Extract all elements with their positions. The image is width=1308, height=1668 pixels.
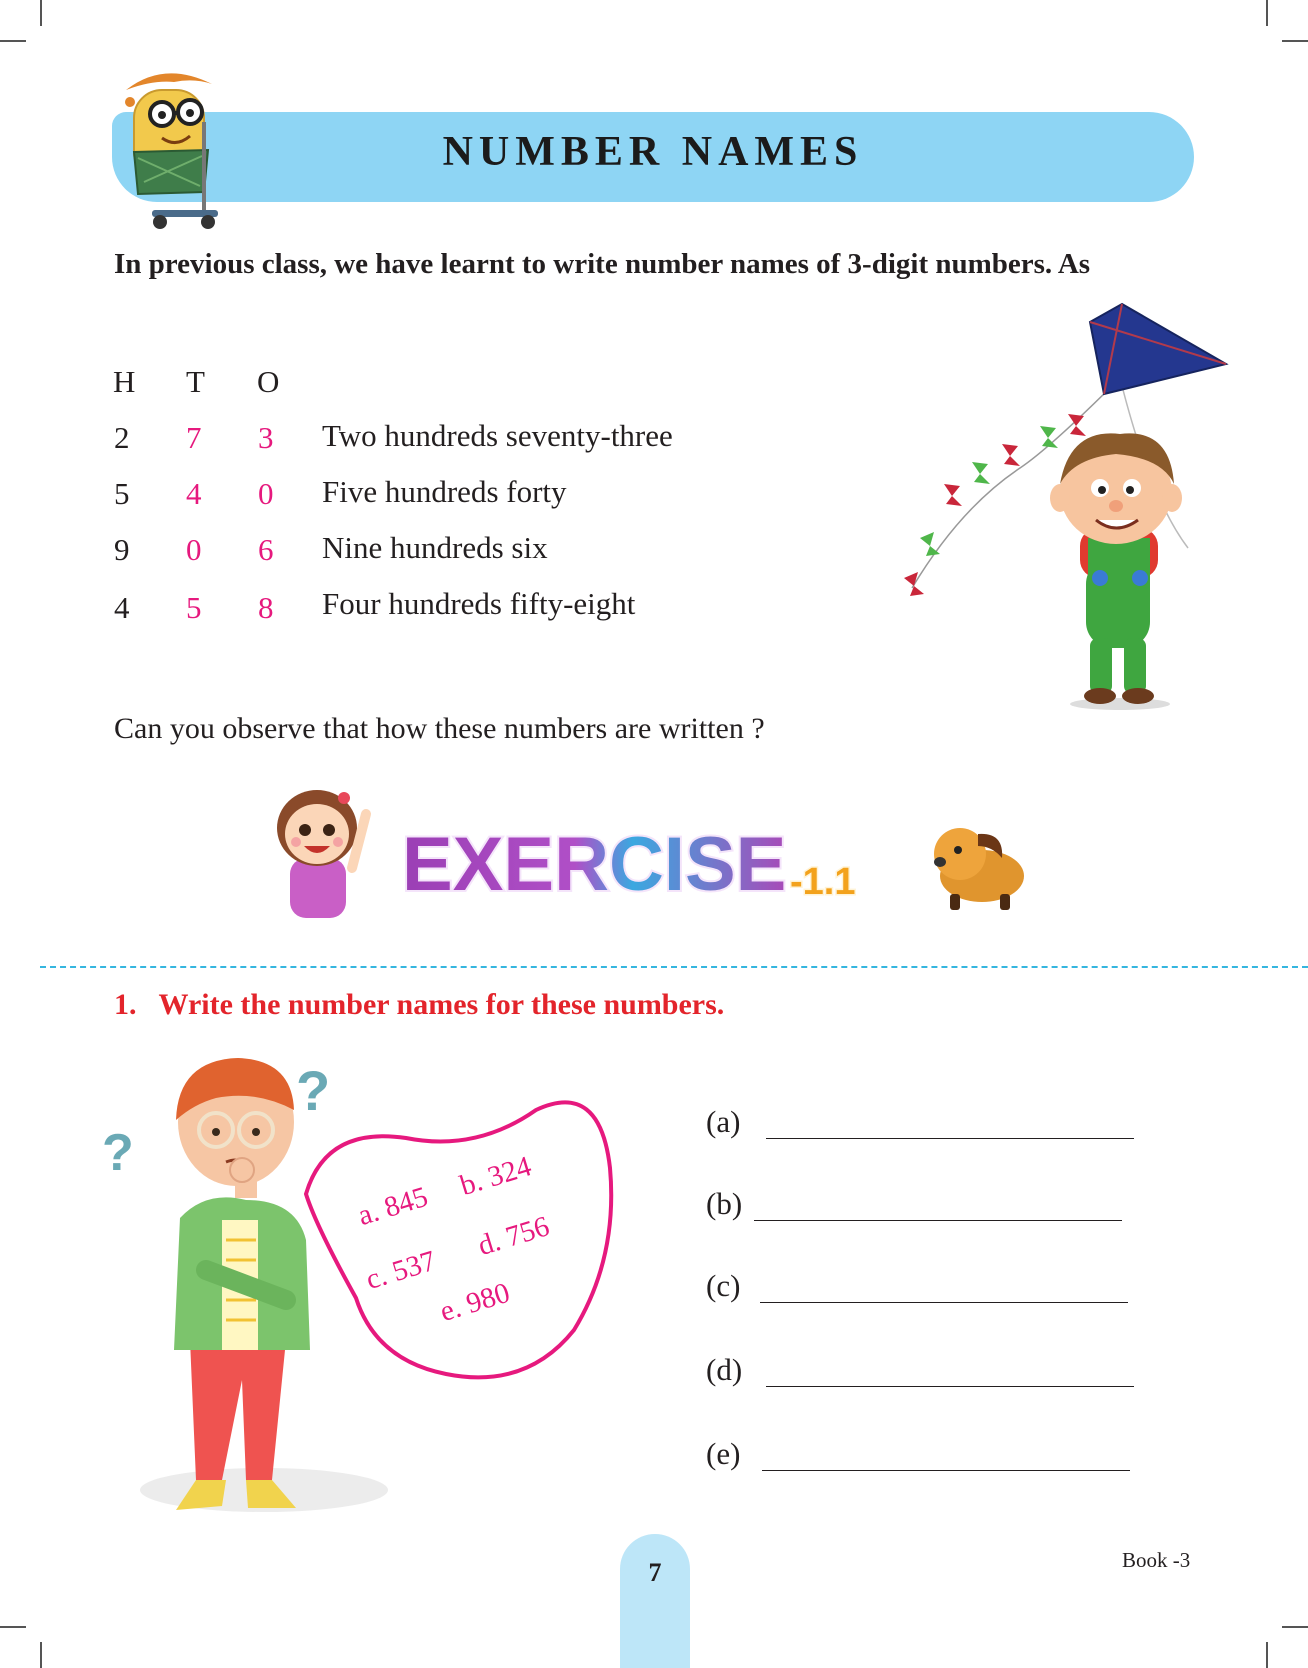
scooter-mascot-icon <box>104 62 254 232</box>
speech-bubble <box>306 1098 626 1398</box>
answer-label-b: (b) <box>706 1186 743 1221</box>
girl-pointing-icon <box>262 772 382 922</box>
book-label: Book -3 <box>1122 1548 1191 1572</box>
crop-mark <box>1282 1626 1308 1628</box>
crop-mark <box>1282 40 1308 42</box>
answer-label-e: (e) <box>706 1436 741 1471</box>
intro-text: In previous class, we have learnt to write number names of 3-digit numbers. As <box>114 248 1091 280</box>
kite-boy-icon <box>900 298 1240 708</box>
tens-digit: 5 <box>186 590 202 625</box>
tens-digit: 7 <box>186 420 202 455</box>
dog-toy-icon <box>922 816 1034 916</box>
answer-line-a[interactable] <box>766 1138 1134 1139</box>
number-name: Five hundreds forty <box>322 474 567 509</box>
hundreds-digit: 9 <box>114 532 130 567</box>
hundreds-digit: 5 <box>114 476 130 511</box>
bubble-item-b: b. 324 <box>456 1150 536 1203</box>
answer-label-c: (c) <box>706 1268 741 1303</box>
bubble-item-c: c. 537 <box>362 1244 440 1297</box>
ones-digit: 3 <box>258 420 274 455</box>
crop-mark <box>0 40 26 42</box>
bubble-item-a: a. 845 <box>354 1180 432 1233</box>
crop-mark <box>40 1642 42 1668</box>
observation-question: Can you observe that how these numbers are written ? <box>114 712 765 745</box>
page-number-tab <box>620 1534 690 1668</box>
answer-line-e[interactable] <box>762 1470 1130 1471</box>
svg-text:?: ? <box>102 1124 134 1182</box>
number-name: Nine hundreds six <box>322 530 548 565</box>
hundreds-digit: 2 <box>114 420 130 455</box>
ones-digit: 8 <box>258 590 274 625</box>
answer-label-a: (a) <box>706 1104 741 1139</box>
ones-digit: 0 <box>258 476 274 511</box>
tens-header: T <box>186 364 205 399</box>
bubble-item-d: d. 756 <box>474 1210 554 1263</box>
svg-text:?: ? <box>296 1059 331 1122</box>
number-name: Four hundreds fifty-eight <box>322 586 636 621</box>
hundreds-digit: 4 <box>114 590 130 625</box>
answer-line-b[interactable] <box>754 1220 1122 1221</box>
crop-mark <box>40 0 42 26</box>
answer-line-c[interactable] <box>760 1302 1128 1303</box>
exercise-heading <box>398 790 918 920</box>
tens-digit: 0 <box>186 532 202 567</box>
exercise-number: -1.1 <box>790 861 856 903</box>
task-heading <box>114 988 724 1022</box>
answer-line-d[interactable] <box>766 1386 1134 1387</box>
section-divider <box>40 966 1308 968</box>
ones-digit: 6 <box>258 532 274 567</box>
number-name: Two hundreds seventy-three <box>322 418 673 453</box>
crop-mark <box>1266 1642 1268 1668</box>
task-number: 1. <box>114 988 137 1021</box>
ones-header: O <box>257 364 280 399</box>
crop-mark <box>0 1626 26 1628</box>
crop-mark <box>1266 0 1268 26</box>
bubble-item-e: e. 980 <box>436 1276 514 1329</box>
exercise-word: EXERCISE <box>402 822 787 907</box>
answer-label-d: (d) <box>706 1352 743 1387</box>
task-text: Write the number names for these numbers. <box>158 988 725 1021</box>
tens-digit: 4 <box>186 476 202 511</box>
hundreds-header: H <box>113 364 136 399</box>
page-title: NUMBER NAMES <box>442 129 864 175</box>
page-number: 7 <box>648 1558 662 1587</box>
